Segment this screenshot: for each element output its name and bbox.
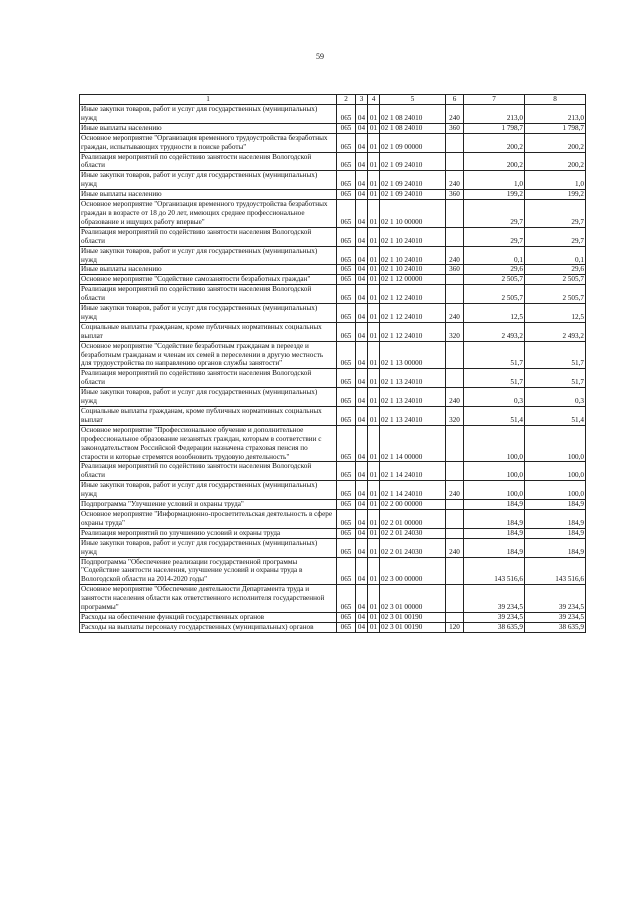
row-subsection-cell: 01 xyxy=(368,462,380,481)
table-row xyxy=(80,227,586,246)
table-row xyxy=(80,500,586,510)
row-section-cell: 04 xyxy=(356,275,368,285)
row-grbs-cell: 065 xyxy=(337,275,356,285)
row-subsection-cell: 01 xyxy=(368,285,380,304)
row-section-cell: 04 xyxy=(356,557,368,585)
table-body xyxy=(80,105,586,633)
row-amount-col8-cell: 199,2 xyxy=(525,190,586,200)
row-amount-col7-cell: 100,0 xyxy=(464,462,525,481)
row-subsection-cell: 01 xyxy=(368,322,380,341)
row-name-cell: Реализация мероприятий по содействию занятости населения Вологодской области xyxy=(80,369,337,388)
row-amount-col7-cell: 100,0 xyxy=(464,425,525,462)
table-row xyxy=(80,585,586,613)
row-grbs-cell: 065 xyxy=(337,171,356,190)
row-target-article-cell: 02 1 09 24010 xyxy=(380,171,446,190)
row-subsection-cell: 01 xyxy=(368,265,380,275)
row-amount-col7-cell: 200,2 xyxy=(464,152,525,171)
row-expense-type-cell: 360 xyxy=(446,190,464,200)
row-expense-type-cell xyxy=(446,425,464,462)
row-target-article-cell: 02 1 10 24010 xyxy=(380,227,446,246)
row-expense-type-cell xyxy=(446,227,464,246)
row-target-article-cell: 02 1 10 24010 xyxy=(380,265,446,275)
row-subsection-cell: 01 xyxy=(368,425,380,462)
row-amount-col7-cell: 0,1 xyxy=(464,246,525,265)
row-amount-col7-cell: 184,9 xyxy=(464,500,525,510)
row-amount-col8-cell: 184,9 xyxy=(525,538,586,557)
row-target-article-cell: 02 2 01 24030 xyxy=(380,528,446,538)
row-target-article-cell: 02 1 13 00000 xyxy=(380,341,446,369)
table-row xyxy=(80,190,586,200)
row-subsection-cell: 01 xyxy=(368,369,380,388)
row-amount-col8-cell: 0,1 xyxy=(525,246,586,265)
row-section-cell: 04 xyxy=(356,105,368,124)
row-section-cell: 04 xyxy=(356,341,368,369)
row-target-article-cell: 02 2 01 00000 xyxy=(380,509,446,528)
row-target-article-cell: 02 1 08 24010 xyxy=(380,123,446,133)
row-name-cell: Иные закупки товаров, работ и услуг для государственных (муниципальных) нужд xyxy=(80,481,337,500)
row-amount-col7-cell: 184,9 xyxy=(464,528,525,538)
row-target-article-cell: 02 1 12 24010 xyxy=(380,285,446,304)
row-amount-col7-cell: 184,9 xyxy=(464,509,525,528)
row-amount-col8-cell: 213,0 xyxy=(525,105,586,124)
row-amount-col8-cell: 100,0 xyxy=(525,425,586,462)
row-amount-col8-cell: 100,0 xyxy=(525,481,586,500)
table-row xyxy=(80,341,586,369)
row-target-article-cell: 02 1 08 24010 xyxy=(380,105,446,124)
row-expense-type-cell: 240 xyxy=(446,304,464,323)
row-amount-col7-cell: 38 635,9 xyxy=(464,622,525,632)
row-section-cell: 04 xyxy=(356,227,368,246)
row-grbs-cell: 065 xyxy=(337,322,356,341)
table-row xyxy=(80,481,586,500)
row-expense-type-cell xyxy=(446,152,464,171)
row-section-cell: 04 xyxy=(356,528,368,538)
row-target-article-cell: 02 1 10 00000 xyxy=(380,200,446,228)
row-amount-col7-cell: 213,0 xyxy=(464,105,525,124)
row-expense-type-cell: 360 xyxy=(446,123,464,133)
row-expense-type-cell xyxy=(446,285,464,304)
row-name-cell: Реализация мероприятий по содействию занятости населения Вологодской области xyxy=(80,285,337,304)
row-subsection-cell: 01 xyxy=(368,190,380,200)
row-section-cell: 04 xyxy=(356,407,368,426)
row-target-article-cell: 02 3 01 00000 xyxy=(380,585,446,613)
row-name-cell: Подпрограмма "Обеспечение реализации государственной программы "Содействие занятости населения, улучшение условий и охраны труда в Вологодской области на 2014-2020 годы" xyxy=(80,557,337,585)
row-subsection-cell: 01 xyxy=(368,341,380,369)
row-grbs-cell: 065 xyxy=(337,425,356,462)
table-row xyxy=(80,200,586,228)
header-cell: 7 xyxy=(464,95,525,105)
table-row xyxy=(80,246,586,265)
row-name-cell: Расходы на обеспечение функций государственных органов xyxy=(80,612,337,622)
row-subsection-cell: 01 xyxy=(368,481,380,500)
header-row xyxy=(80,95,586,105)
row-grbs-cell: 065 xyxy=(337,190,356,200)
row-section-cell: 04 xyxy=(356,612,368,622)
row-subsection-cell: 01 xyxy=(368,500,380,510)
row-amount-col7-cell: 51,7 xyxy=(464,369,525,388)
row-amount-col8-cell: 51,7 xyxy=(525,341,586,369)
table-row xyxy=(80,105,586,124)
row-amount-col7-cell: 200,2 xyxy=(464,133,525,152)
row-section-cell: 04 xyxy=(356,190,368,200)
row-name-cell: Реализация мероприятий по содействию занятости населения Вологодской области xyxy=(80,227,337,246)
row-name-cell: Реализация мероприятий по содействию занятости населения Вологодской области xyxy=(80,462,337,481)
row-amount-col8-cell: 1,0 xyxy=(525,171,586,190)
row-section-cell: 04 xyxy=(356,425,368,462)
row-section-cell: 04 xyxy=(356,285,368,304)
row-section-cell: 04 xyxy=(356,585,368,613)
row-section-cell: 04 xyxy=(356,152,368,171)
row-name-cell: Основное мероприятие "Организация временного трудоустройства безработных граждан в возрасте от 18 до 20 лет, имеющих среднее профессиональное образование и ищущих работу впервые" xyxy=(80,200,337,228)
row-target-article-cell: 02 3 01 00190 xyxy=(380,622,446,632)
row-expense-type-cell: 320 xyxy=(446,322,464,341)
row-amount-col7-cell: 100,0 xyxy=(464,481,525,500)
row-section-cell: 04 xyxy=(356,622,368,632)
row-amount-col7-cell: 1 798,7 xyxy=(464,123,525,133)
page-number: 59 xyxy=(316,52,324,61)
row-subsection-cell: 01 xyxy=(368,227,380,246)
row-grbs-cell: 065 xyxy=(337,622,356,632)
row-expense-type-cell xyxy=(446,509,464,528)
row-amount-col8-cell: 12,5 xyxy=(525,304,586,323)
row-amount-col7-cell: 2 505,7 xyxy=(464,275,525,285)
row-name-cell: Иные выплаты населению xyxy=(80,123,337,133)
row-name-cell: Иные закупки товаров, работ и услуг для государственных (муниципальных) нужд xyxy=(80,105,337,124)
budget-table xyxy=(79,94,586,633)
row-name-cell: Основное мероприятие "Организация временного трудоустройства безработных граждан, испытывающих трудности в поиске работы" xyxy=(80,133,337,152)
row-amount-col7-cell: 39 234,5 xyxy=(464,585,525,613)
row-subsection-cell: 01 xyxy=(368,152,380,171)
row-expense-type-cell: 120 xyxy=(446,622,464,632)
row-name-cell: Основное мероприятие "Обеспечение деятельности Департамента труда и занятости населения области как ответственного исполнителя государственной программы" xyxy=(80,585,337,613)
row-name-cell: Реализация мероприятий по содействию занятости населения Вологодской области xyxy=(80,152,337,171)
row-section-cell: 04 xyxy=(356,133,368,152)
row-name-cell: Основное мероприятие "Содействие безработным гражданам в переезде и безработным гражданам и членам их семей в переселении в другую местность для трудоустройства по направлению органов службы занятости" xyxy=(80,341,337,369)
table-row xyxy=(80,123,586,133)
header-cell: 4 xyxy=(368,95,380,105)
table-row xyxy=(80,388,586,407)
row-subsection-cell: 01 xyxy=(368,538,380,557)
row-amount-col7-cell: 184,9 xyxy=(464,538,525,557)
table-row xyxy=(80,285,586,304)
row-subsection-cell: 01 xyxy=(368,105,380,124)
row-expense-type-cell xyxy=(446,528,464,538)
row-subsection-cell: 01 xyxy=(368,585,380,613)
row-subsection-cell: 01 xyxy=(368,133,380,152)
row-amount-col7-cell: 1,0 xyxy=(464,171,525,190)
table-row xyxy=(80,528,586,538)
row-section-cell: 04 xyxy=(356,500,368,510)
header-cell: 6 xyxy=(446,95,464,105)
row-section-cell: 04 xyxy=(356,246,368,265)
row-expense-type-cell xyxy=(446,369,464,388)
row-expense-type-cell xyxy=(446,557,464,585)
table-header xyxy=(80,95,586,105)
row-section-cell: 04 xyxy=(356,322,368,341)
row-amount-col7-cell: 29,6 xyxy=(464,265,525,275)
row-amount-col8-cell: 184,9 xyxy=(525,509,586,528)
row-target-article-cell: 02 1 09 00000 xyxy=(380,133,446,152)
row-expense-type-cell: 320 xyxy=(446,407,464,426)
row-name-cell: Основное мероприятие "Содействие самозанятости безработных граждан" xyxy=(80,275,337,285)
header-cell: 3 xyxy=(356,95,368,105)
table-row xyxy=(80,622,586,632)
row-grbs-cell: 065 xyxy=(337,500,356,510)
row-grbs-cell: 065 xyxy=(337,388,356,407)
row-expense-type-cell: 360 xyxy=(446,265,464,275)
row-subsection-cell: 01 xyxy=(368,171,380,190)
row-target-article-cell: 02 2 01 24030 xyxy=(380,538,446,557)
row-amount-col8-cell: 184,9 xyxy=(525,528,586,538)
table-row xyxy=(80,133,586,152)
row-subsection-cell: 01 xyxy=(368,388,380,407)
row-section-cell: 04 xyxy=(356,123,368,133)
row-amount-col8-cell: 39 234,5 xyxy=(525,612,586,622)
table-row xyxy=(80,612,586,622)
row-amount-col8-cell: 2 505,7 xyxy=(525,275,586,285)
row-grbs-cell: 065 xyxy=(337,265,356,275)
row-subsection-cell: 01 xyxy=(368,275,380,285)
row-expense-type-cell xyxy=(446,612,464,622)
row-subsection-cell: 01 xyxy=(368,304,380,323)
row-grbs-cell: 065 xyxy=(337,105,356,124)
row-amount-col8-cell: 200,2 xyxy=(525,152,586,171)
row-target-article-cell: 02 2 00 00000 xyxy=(380,500,446,510)
row-expense-type-cell xyxy=(446,133,464,152)
table-row xyxy=(80,304,586,323)
row-amount-col8-cell: 39 234,5 xyxy=(525,585,586,613)
row-expense-type-cell xyxy=(446,585,464,613)
row-grbs-cell: 065 xyxy=(337,123,356,133)
row-amount-col7-cell: 12,5 xyxy=(464,304,525,323)
table-row xyxy=(80,538,586,557)
row-grbs-cell: 065 xyxy=(337,538,356,557)
row-subsection-cell: 01 xyxy=(368,509,380,528)
row-amount-col8-cell: 143 516,6 xyxy=(525,557,586,585)
row-grbs-cell: 065 xyxy=(337,227,356,246)
header-cell: 5 xyxy=(380,95,446,105)
row-section-cell: 04 xyxy=(356,388,368,407)
header-cell: 8 xyxy=(525,95,586,105)
row-subsection-cell: 01 xyxy=(368,200,380,228)
row-name-cell: Иные закупки товаров, работ и услуг для государственных (муниципальных) нужд xyxy=(80,304,337,323)
row-expense-type-cell xyxy=(446,275,464,285)
table-row xyxy=(80,171,586,190)
row-name-cell: Основное мероприятие "Информационно-просветительская деятельность в сфере охраны труда" xyxy=(80,509,337,528)
row-name-cell: Иные закупки товаров, работ и услуг для государственных (муниципальных) нужд xyxy=(80,538,337,557)
row-name-cell: Социальные выплаты гражданам, кроме публичных нормативных социальных выплат xyxy=(80,322,337,341)
row-expense-type-cell xyxy=(446,500,464,510)
row-subsection-cell: 01 xyxy=(368,622,380,632)
row-target-article-cell: 02 1 10 24010 xyxy=(380,246,446,265)
table-row xyxy=(80,322,586,341)
row-name-cell: Иные закупки товаров, работ и услуг для государственных (муниципальных) нужд xyxy=(80,388,337,407)
row-name-cell: Иные закупки товаров, работ и услуг для государственных (муниципальных) нужд xyxy=(80,171,337,190)
row-name-cell: Иные закупки товаров, работ и услуг для государственных (муниципальных) нужд xyxy=(80,246,337,265)
row-grbs-cell: 065 xyxy=(337,557,356,585)
table-row xyxy=(80,509,586,528)
row-target-article-cell: 02 1 12 24010 xyxy=(380,322,446,341)
row-grbs-cell: 065 xyxy=(337,200,356,228)
row-section-cell: 04 xyxy=(356,538,368,557)
row-amount-col8-cell: 0,3 xyxy=(525,388,586,407)
row-subsection-cell: 01 xyxy=(368,407,380,426)
row-section-cell: 04 xyxy=(356,200,368,228)
row-name-cell: Социальные выплаты гражданам, кроме публичных нормативных социальных выплат xyxy=(80,407,337,426)
row-grbs-cell: 065 xyxy=(337,528,356,538)
row-amount-col7-cell: 2 505,7 xyxy=(464,285,525,304)
row-grbs-cell: 065 xyxy=(337,509,356,528)
row-expense-type-cell: 240 xyxy=(446,105,464,124)
row-amount-col7-cell: 0,3 xyxy=(464,388,525,407)
row-amount-col7-cell: 199,2 xyxy=(464,190,525,200)
row-target-article-cell: 02 1 09 24010 xyxy=(380,152,446,171)
row-section-cell: 04 xyxy=(356,265,368,275)
row-amount-col8-cell: 38 635,9 xyxy=(525,622,586,632)
row-name-cell: Иные выплаты населению xyxy=(80,265,337,275)
row-amount-col8-cell: 184,9 xyxy=(525,500,586,510)
row-target-article-cell: 02 1 14 24010 xyxy=(380,481,446,500)
row-grbs-cell: 065 xyxy=(337,462,356,481)
row-amount-col8-cell: 1 798,7 xyxy=(525,123,586,133)
row-grbs-cell: 065 xyxy=(337,481,356,500)
row-expense-type-cell: 240 xyxy=(446,171,464,190)
row-expense-type-cell: 240 xyxy=(446,538,464,557)
row-amount-col8-cell: 2 493,2 xyxy=(525,322,586,341)
row-name-cell: Расходы на выплаты персоналу государственных (муниципальных) органов xyxy=(80,622,337,632)
row-amount-col8-cell: 29,6 xyxy=(525,265,586,275)
row-target-article-cell: 02 3 01 00190 xyxy=(380,612,446,622)
row-name-cell: Подпрограмма "Улучшение условий и охраны труда" xyxy=(80,500,337,510)
row-grbs-cell: 065 xyxy=(337,585,356,613)
row-target-article-cell: 02 1 13 24010 xyxy=(380,388,446,407)
row-amount-col7-cell: 51,7 xyxy=(464,341,525,369)
row-expense-type-cell: 240 xyxy=(446,246,464,265)
row-amount-col7-cell: 39 234,5 xyxy=(464,612,525,622)
row-subsection-cell: 01 xyxy=(368,557,380,585)
row-amount-col8-cell: 51,4 xyxy=(525,407,586,426)
row-section-cell: 04 xyxy=(356,481,368,500)
row-subsection-cell: 01 xyxy=(368,612,380,622)
row-amount-col8-cell: 2 505,7 xyxy=(525,285,586,304)
row-name-cell: Основное мероприятие "Профессиональное обучение и дополнительное профессиональное образование незанятых граждан, которым в соответствии с законодательством Российской Федерации назначена страховая пенсия по старости и которые стремятся возобновить трудовую деятельность" xyxy=(80,425,337,462)
table-row xyxy=(80,369,586,388)
row-amount-col7-cell: 2 493,2 xyxy=(464,322,525,341)
row-amount-col8-cell: 51,7 xyxy=(525,369,586,388)
table-row xyxy=(80,152,586,171)
row-target-article-cell: 02 3 00 00000 xyxy=(380,557,446,585)
row-expense-type-cell xyxy=(446,200,464,228)
table-row xyxy=(80,557,586,585)
row-expense-type-cell: 240 xyxy=(446,388,464,407)
row-subsection-cell: 01 xyxy=(368,528,380,538)
row-section-cell: 04 xyxy=(356,509,368,528)
header-cell: 1 xyxy=(80,95,337,105)
row-grbs-cell: 065 xyxy=(337,612,356,622)
row-amount-col8-cell: 100,0 xyxy=(525,462,586,481)
row-target-article-cell: 02 1 09 24010 xyxy=(380,190,446,200)
table-row xyxy=(80,462,586,481)
row-grbs-cell: 065 xyxy=(337,285,356,304)
row-target-article-cell: 02 1 13 24010 xyxy=(380,369,446,388)
row-grbs-cell: 065 xyxy=(337,133,356,152)
row-grbs-cell: 065 xyxy=(337,152,356,171)
row-target-article-cell: 02 1 13 24010 xyxy=(380,407,446,426)
row-amount-col7-cell: 29,7 xyxy=(464,227,525,246)
row-name-cell: Реализация мероприятий по улучшению условий и охраны труда xyxy=(80,528,337,538)
row-section-cell: 04 xyxy=(356,171,368,190)
row-name-cell: Иные выплаты населению xyxy=(80,190,337,200)
row-target-article-cell: 02 1 14 24010 xyxy=(380,462,446,481)
row-amount-col8-cell: 200,2 xyxy=(525,133,586,152)
row-amount-col8-cell: 29,7 xyxy=(525,200,586,228)
row-section-cell: 04 xyxy=(356,462,368,481)
row-grbs-cell: 065 xyxy=(337,304,356,323)
table-row xyxy=(80,275,586,285)
row-expense-type-cell xyxy=(446,341,464,369)
table-row xyxy=(80,425,586,462)
row-grbs-cell: 065 xyxy=(337,246,356,265)
row-amount-col8-cell: 29,7 xyxy=(525,227,586,246)
row-amount-col7-cell: 143 516,6 xyxy=(464,557,525,585)
row-target-article-cell: 02 1 12 24010 xyxy=(380,304,446,323)
row-grbs-cell: 065 xyxy=(337,369,356,388)
row-grbs-cell: 065 xyxy=(337,407,356,426)
row-expense-type-cell xyxy=(446,462,464,481)
header-cell: 2 xyxy=(337,95,356,105)
table-row xyxy=(80,407,586,426)
row-target-article-cell: 02 1 14 00000 xyxy=(380,425,446,462)
row-section-cell: 04 xyxy=(356,369,368,388)
row-subsection-cell: 01 xyxy=(368,246,380,265)
row-subsection-cell: 01 xyxy=(368,123,380,133)
row-expense-type-cell: 240 xyxy=(446,481,464,500)
row-target-article-cell: 02 1 12 00000 xyxy=(380,275,446,285)
row-section-cell: 04 xyxy=(356,304,368,323)
row-amount-col7-cell: 51,4 xyxy=(464,407,525,426)
row-grbs-cell: 065 xyxy=(337,341,356,369)
table-row xyxy=(80,265,586,275)
row-amount-col7-cell: 29,7 xyxy=(464,200,525,228)
